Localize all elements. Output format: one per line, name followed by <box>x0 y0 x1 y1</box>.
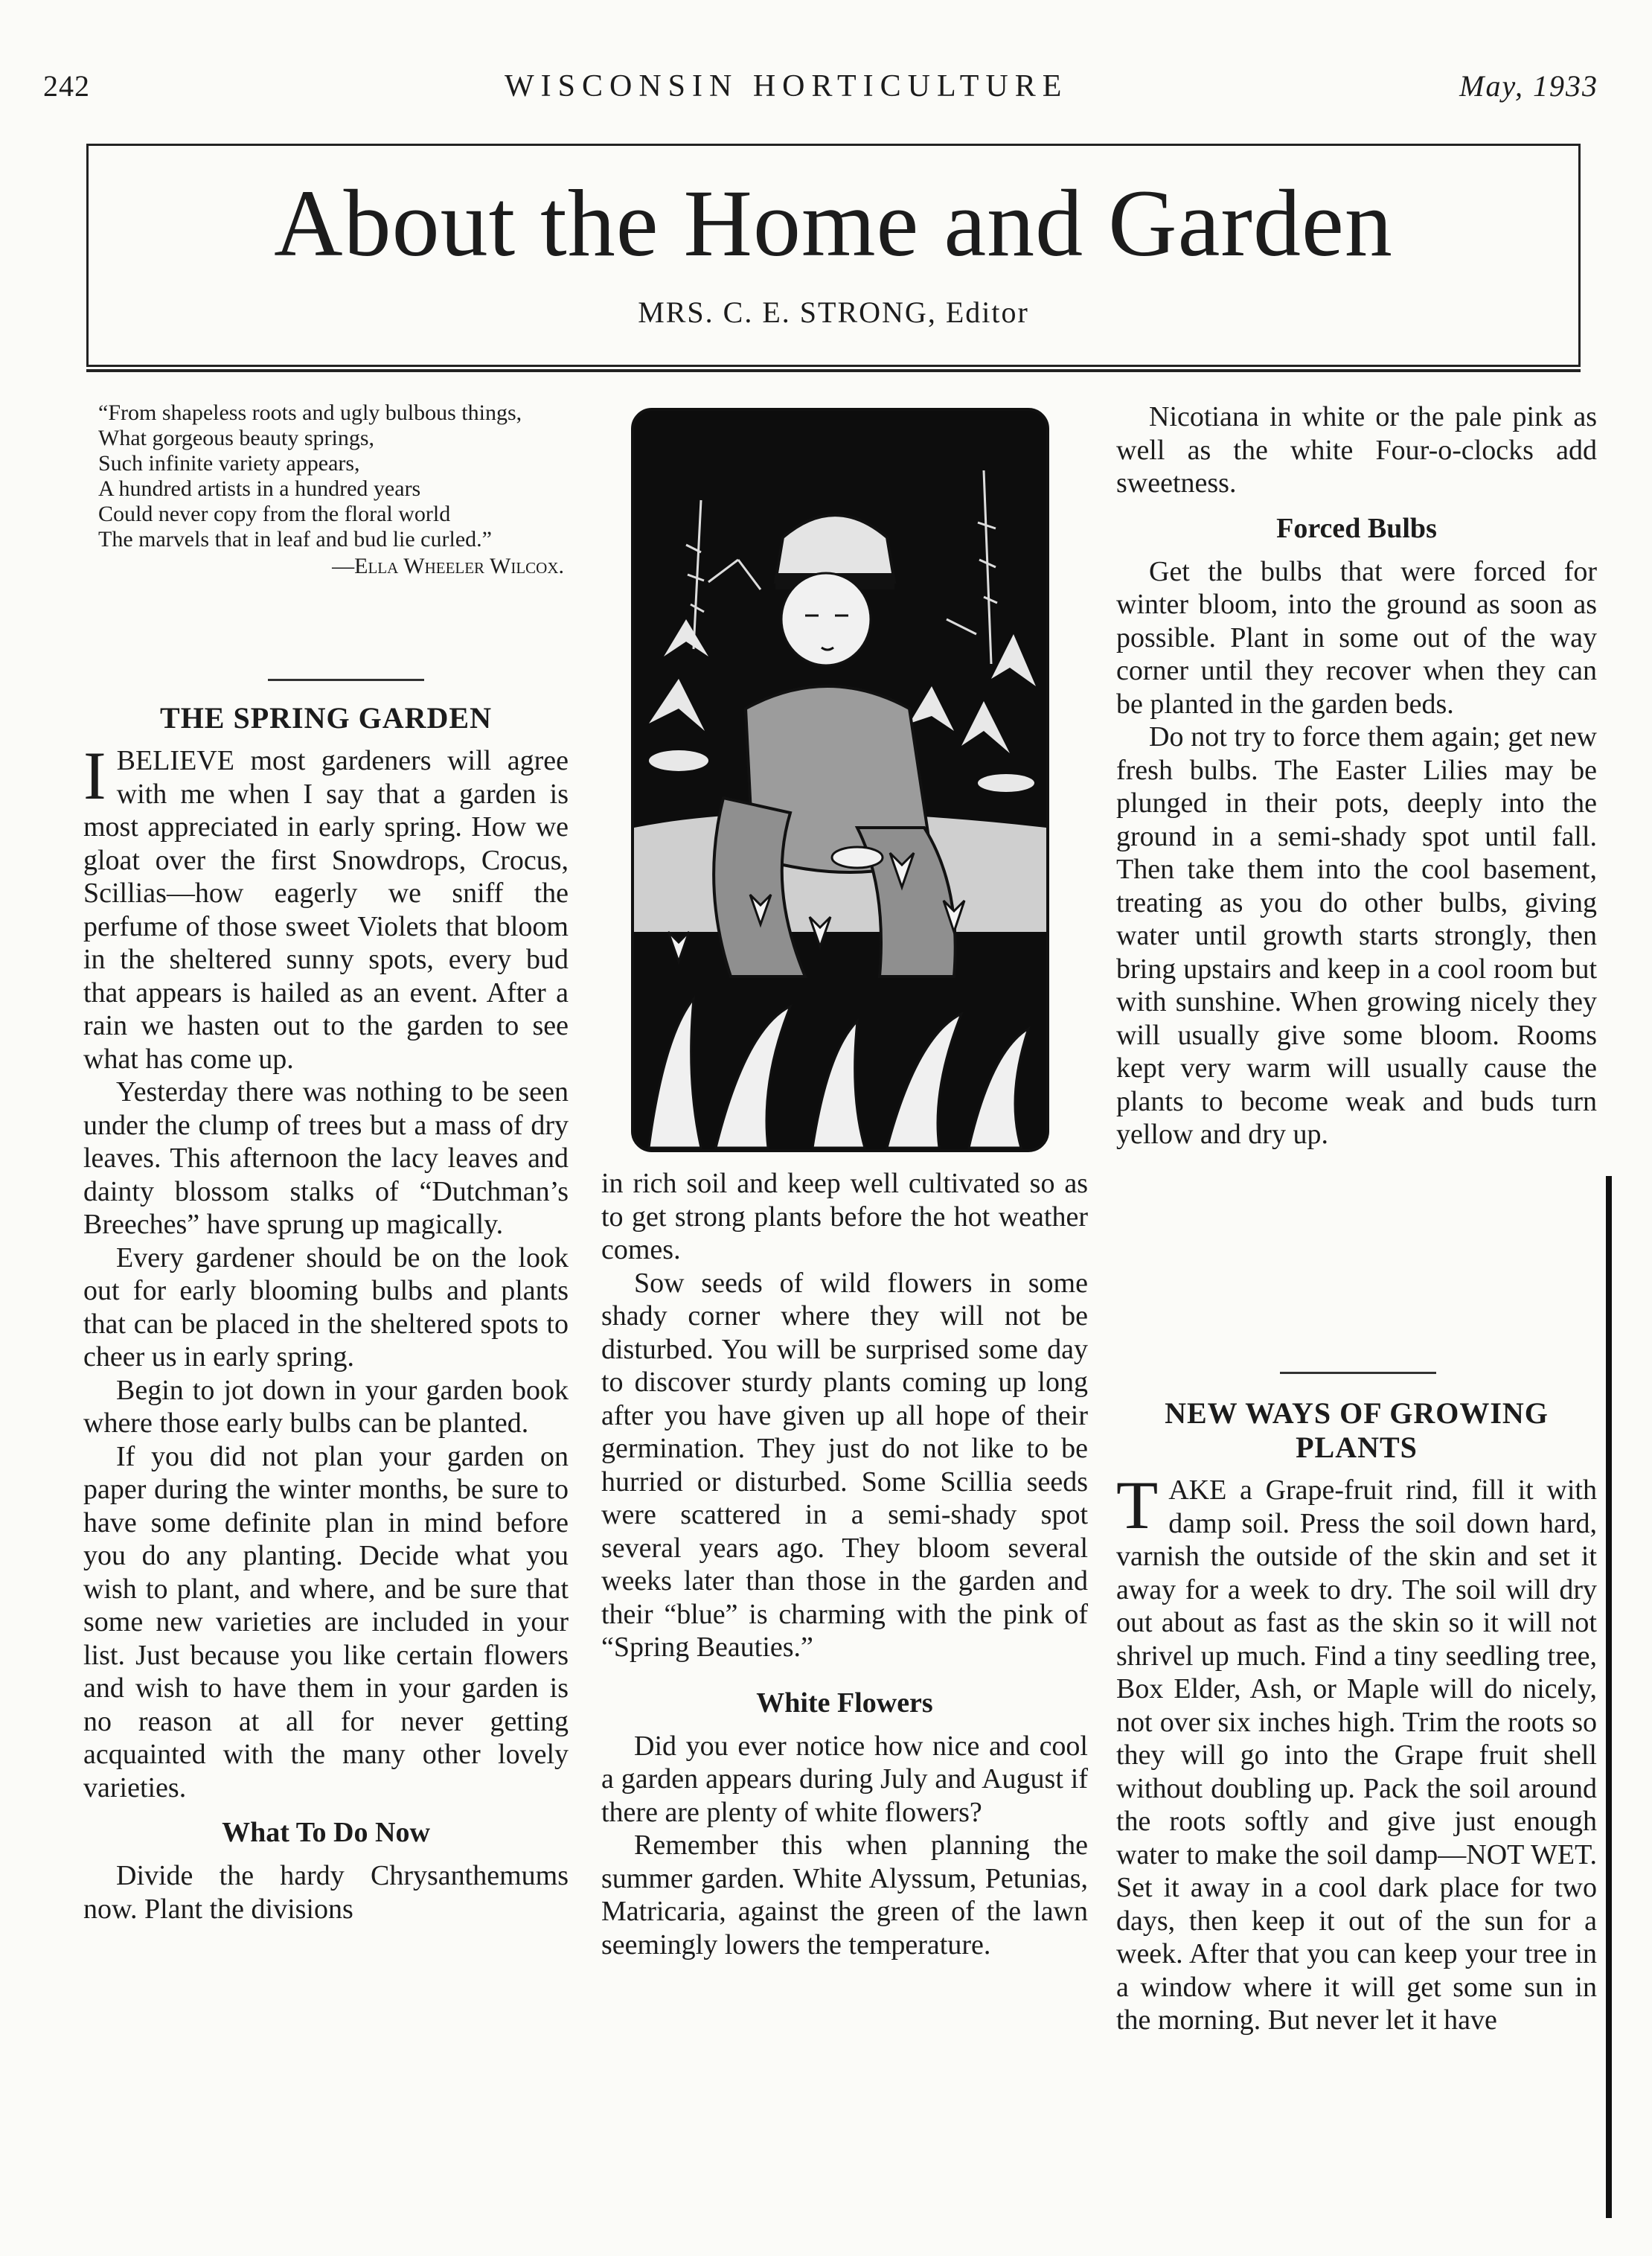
paragraph: Do not try to force them again; get new fresh bulbs. The Easter Lilies may be plunged in their pots, deeply into the ground in a semi-shady spot until fall. Then take them into the cool basement, treating as you do other bulbs, giving water until growth starts strongly, then bring upstairs and keep in a cool room but with sunshine. When growing nicely they will usually give some bloom. Rooms kept very warm will usually cause the plants to become weak and buds turn yellow and dry up. <box>1116 721 1597 1150</box>
paragraph-continuation: in rich soil and keep well cultivated so as to get strong plants before the hot weather comes. <box>601 1168 1088 1265</box>
paragraph: Divide the hardy Chrysanthemums now. Plant the divisions <box>83 1860 569 1925</box>
department-masthead <box>86 144 1581 367</box>
column-1 <box>83 738 569 1926</box>
poem-line: What gorgeous beauty springs, <box>98 426 375 450</box>
illustration-woman-in-garden <box>631 408 1049 1152</box>
article-heading-new-ways: NEW WAYS OF GROWING PLANTS <box>1165 1396 1549 1464</box>
column-3-lower <box>1116 1467 1597 2037</box>
paragraph: Yesterday there was nothing to be seen under the clump of trees but a mass of dry leaves. This afternoon the lacy leaves and dainty blossom stalks of “Dutchman’s Breeches” have sprung up magically. <box>83 1076 569 1240</box>
page-number: 242 <box>43 69 90 103</box>
paragraph: If you did not plan your garden on paper during the winter months, be sure to have some definite plan in mind before you do any planting. Decide what you wish to plant, and where, and be sure that some new varieties are included in your list. Just because you like certain flowers and wish to have them in your garden is no reason at all for never getting acquainted with the many other lovely varieties. <box>83 1440 569 1803</box>
drop-cap: I <box>83 738 106 814</box>
article-heading-spring-garden: THE SPRING GARDEN <box>160 701 492 735</box>
column-2 <box>601 1167 1088 1961</box>
divider-rule <box>1280 1372 1436 1374</box>
poem-attribution: —Ella Wheeler Wilcox. <box>332 554 564 578</box>
poem-epigraph <box>98 400 572 579</box>
paragraph: Sow seeds of wild flowers in some shady corner where they will not be disturbed. You will be surprised some day to discover sturdy plants coming up long after you have given up all hope of their germination. They just do not like to be hurried or disturbed. Some Scillia seeds were scattered in a semi-shady spot several years ago. They bloom several weeks later than those in the garden and their “blue” is charming with the pink of “Spring Beauties.” <box>601 1267 1088 1663</box>
poem-line: Such infinite variety appears, <box>98 451 360 476</box>
subheading-forced-bulbs: Forced Bulbs <box>1276 512 1437 544</box>
lead-paragraph: IBELIEVE most gardeners will agree with me when I say that a garden is most appreciated in early spring. How we gloat over the first Snowdrops, Crocus, Scillias—how eagerly we sniff the perfume of those sweet Violets that bloom in the sheltered sunny spots, every bud that appears is hailed as an event. After a rain we hasten out to the garden to see what has come up. <box>83 738 569 1075</box>
divider-rule <box>268 679 424 681</box>
subheading-white-flowers: White Flowers <box>756 1687 933 1719</box>
poem-line: The marvels that in leaf and bud lie curled.” <box>98 527 492 552</box>
illustration-svg <box>634 411 1046 1149</box>
running-head <box>43 68 1598 113</box>
paragraph: Every gardener should be on the look out for early blooming bulbs and plants that can be placed in the sheltered spots to cheer us in early spring. <box>83 1242 569 1373</box>
paragraph: Remember this when planning the summer garden. White Alyssum, Petunias, Matricaria, against the green of the lawn seemingly lowers the temperature. <box>601 1830 1088 1961</box>
poem-line: “From shapeless roots and ugly bulbous things, <box>98 400 522 425</box>
paragraph-continuation: Nicotiana in white or the pale pink as well as the white Four-o-clocks add sweetness. <box>1116 401 1597 499</box>
page-edge-bar <box>1606 1176 1612 2218</box>
masthead-title: About the Home and Garden <box>274 170 1393 276</box>
paragraph: Did you ever notice how nice and cool a garden appears during July and August if there are plenty of white flowers? <box>601 1730 1088 1828</box>
subheading-what-to-do-now: What To Do Now <box>222 1817 430 1848</box>
column-3 <box>1116 400 1597 1151</box>
poem-line: A hundred artists in a hundred years <box>98 476 421 501</box>
paragraph: Begin to jot down in your garden book where those early bulbs can be planted. <box>83 1374 569 1439</box>
paragraph: Get the bulbs that were forced for winter bloom, into the ground as soon as possible. Plant in some out of the way corner until they recover when they can be planted in the garden beds. <box>1116 555 1597 720</box>
drop-cap: T <box>1116 1467 1159 1543</box>
journal-title: WISCONSIN HORTICULTURE <box>505 69 1069 103</box>
masthead-editor: MRS. C. E. STRONG, Editor <box>638 295 1029 329</box>
lead-paragraph: TAKE a Grape-fruit rind, fill it with damp soil. Press the soil down hard, varnish the outside of the skin and set it away for a week to dry. The soil will dry out about as fast as the skin so it will not shrivel up much. Find a tiny seedling tree, Box Elder, Ash, or Maple will do nicely, not over six inches high. Trim the roots so they will go into the Grape fruit shell without doubling up. Pack the soil around the roots softly and give just enough water to make the soil damp—NOT WET. Set it away in a cool dark place for two days, then keep it out of the sun for a week. After that you can keep your tree in a window where it will get some sun in the morning. But never let it have <box>1116 1467 1597 2036</box>
issue-date: May, 1933 <box>1459 69 1598 103</box>
poem-line: Could never copy from the floral world <box>98 502 451 526</box>
